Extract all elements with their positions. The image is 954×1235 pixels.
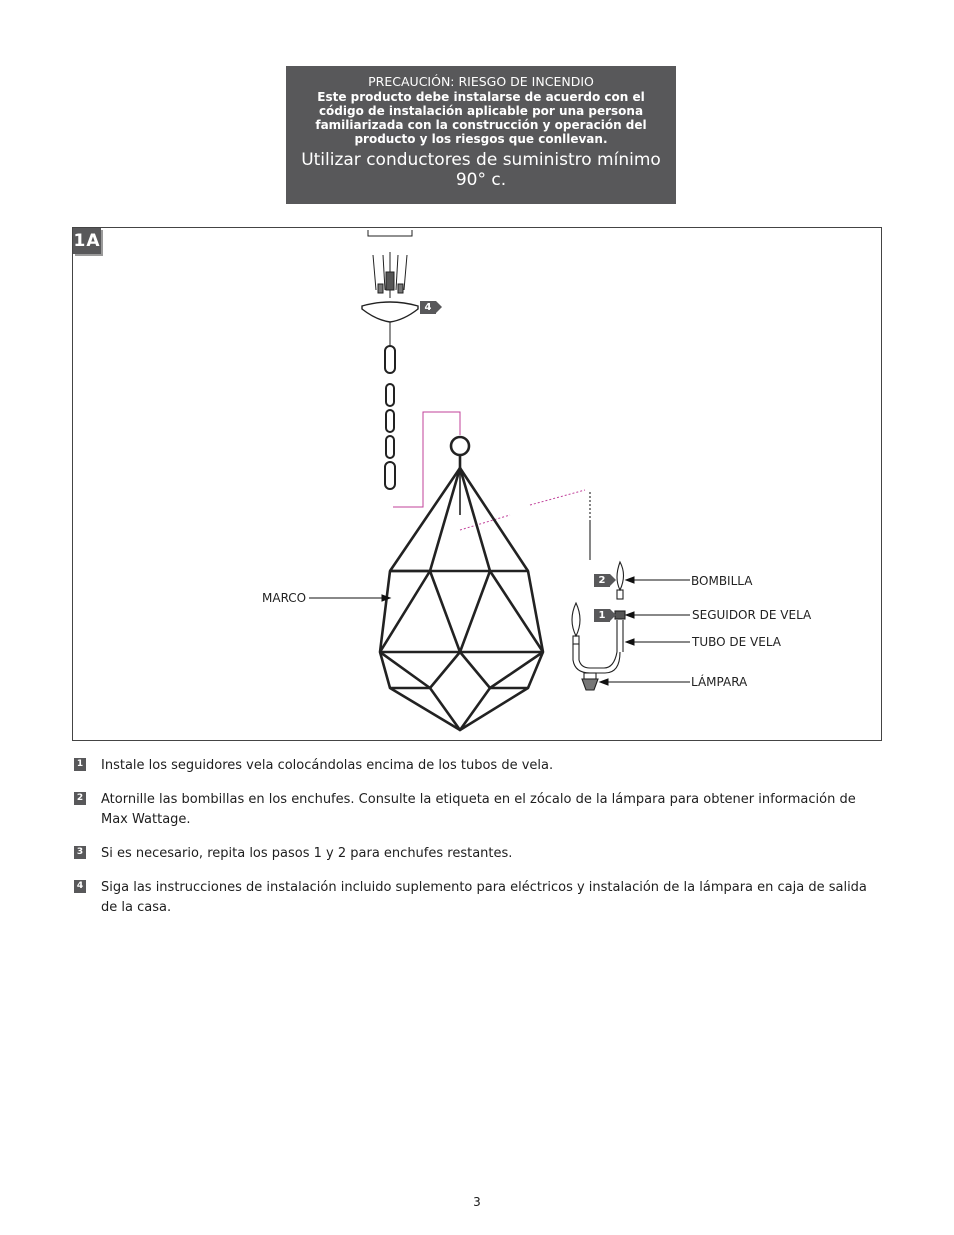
figure-label: 1A	[73, 228, 101, 254]
chain-link	[385, 346, 395, 373]
callout-tubo: TUBO DE VELA	[692, 635, 781, 649]
ceiling-bracket	[368, 230, 412, 236]
step-item	[74, 844, 874, 864]
page-number: 3	[473, 1195, 481, 1209]
cage-frame	[380, 437, 543, 730]
step-text: Instale los seguidores vela colocándolas encima de los tubos de vela.	[101, 758, 554, 773]
lamp-arm	[572, 492, 625, 690]
badge-follower: 1	[594, 609, 610, 622]
step-number: 3	[74, 846, 86, 859]
badge-canopy: 4	[420, 301, 436, 314]
step-text: Siga las instrucciones de instalación incluido suplemento para eléctricos y instalación de la lámpara en caja de salida de la casa.	[101, 880, 867, 915]
warning-emphasis: Utilizar conductores de suministro mínimo 90° c.	[301, 150, 661, 190]
step-item	[74, 756, 874, 776]
warning-title: PRECAUCIÓN: RIESGO DE INCENDIO	[368, 74, 594, 89]
step-number: 4	[74, 880, 86, 893]
callout-bombilla: BOMBILLA	[691, 574, 753, 588]
step-text: Si es necesario, repita los pasos 1 y 2 para enchufes restantes.	[101, 846, 513, 861]
callout-marco: MARCO	[262, 591, 307, 605]
step-text: Atornille las bombillas en los enchufes. Consulte la etiqueta en el zócalo de la lámpara para obtener información de Max Wattage.	[101, 792, 856, 827]
instruction-steps	[74, 756, 874, 932]
callout-lampara: LÁMPARA	[691, 675, 748, 689]
callout-seguidor: SEGUIDOR DE VELA	[692, 608, 812, 622]
badge-bulb: 2	[594, 574, 610, 587]
step-number: 1	[74, 758, 86, 771]
step-item	[74, 790, 874, 830]
warning-body: Este producto debe instalarse de acuerdo con el código de instalación aplicable por una persona familiarizada con la construcción y operación del producto y los riesgos que conllevan.	[315, 90, 647, 146]
canopy	[362, 302, 418, 322]
step-number: 2	[74, 792, 86, 805]
step-item	[74, 878, 874, 918]
